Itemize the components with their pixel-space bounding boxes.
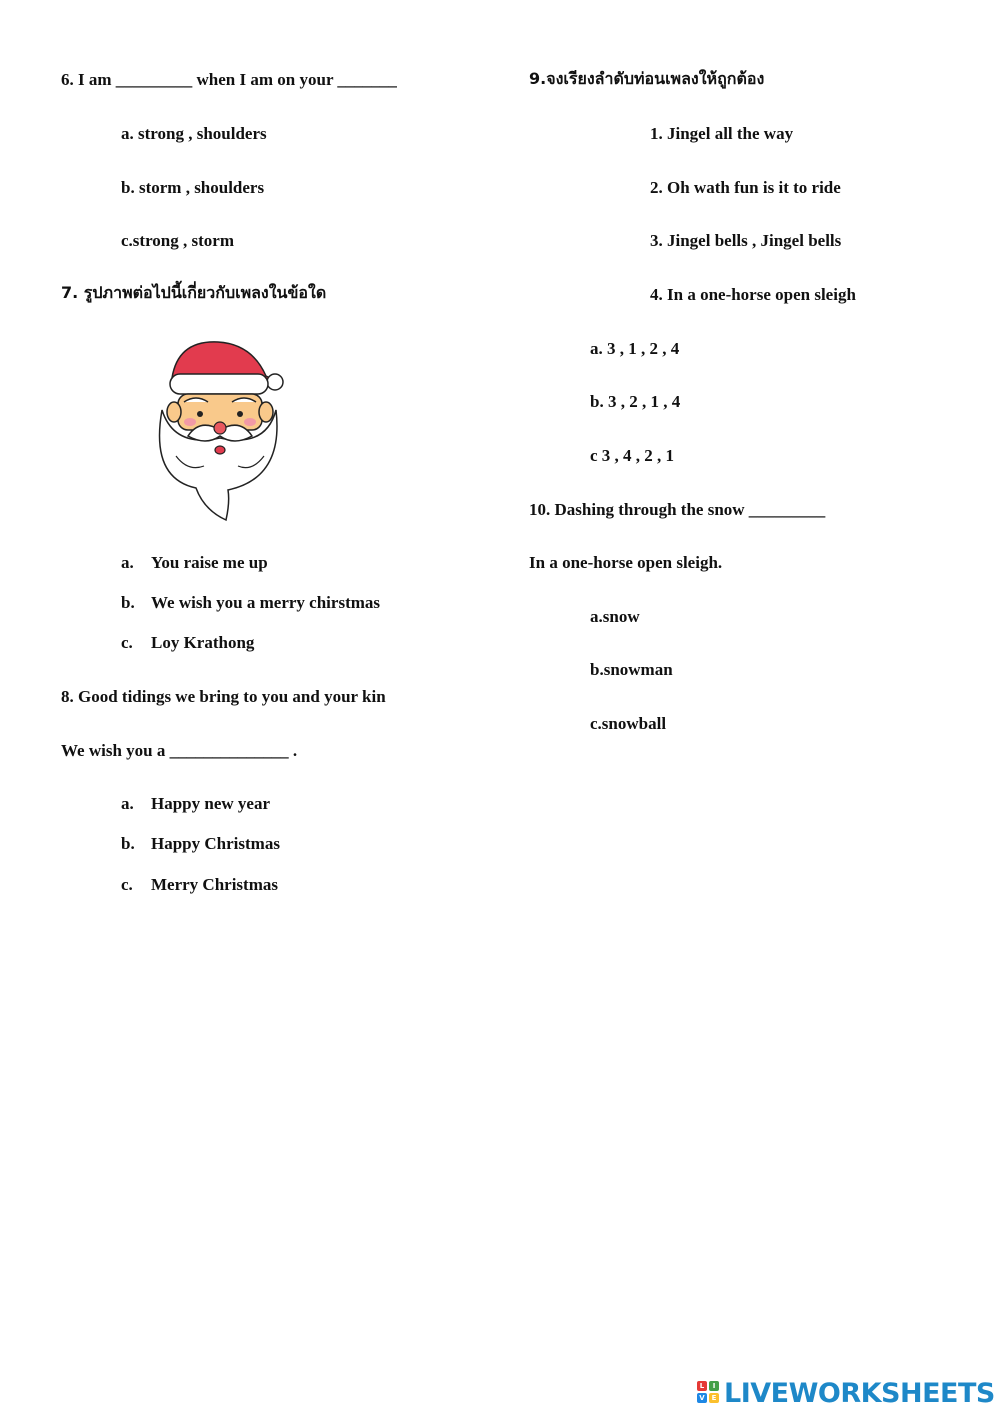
logo-mark-e: E (709, 1393, 719, 1403)
q7-option-c-label: c. (121, 633, 133, 652)
liveworksheets-logo-icon (697, 1381, 721, 1405)
q7-option-b-label: b. (121, 593, 135, 612)
q6-option-b[interactable]: b. storm , shoulders (121, 178, 265, 197)
q9-line-3: 3. Jingel bells , Jingel bells (650, 231, 842, 250)
logo-mark-i: I (709, 1381, 719, 1391)
q8-option-c[interactable] (121, 874, 278, 896)
q10-option-b[interactable]: b.snowman (590, 660, 673, 679)
q8-option-a-text: Happy new year (151, 794, 270, 813)
q7-option-a-text: You raise me up (151, 553, 268, 572)
q9-stem: 9.จงเรียงลำดับท่อนเพลงให้ถูกต้อง (529, 69, 765, 88)
q10-option-a[interactable]: a.snow (590, 607, 640, 626)
q10-option-c[interactable]: c.snowball (590, 714, 667, 733)
q10-stem-line2: In a one-horse open sleigh. (529, 553, 723, 572)
q9-option-a[interactable]: a. 3 , 1 , 2 , 4 (590, 339, 680, 358)
q7-option-c[interactable] (121, 632, 254, 654)
q8-option-a-label: a. (121, 794, 134, 813)
liveworksheets-logo (697, 1378, 995, 1408)
q9-option-c[interactable]: c 3 , 4 , 2 , 1 (590, 446, 675, 465)
q9-line-4: 4. In a one-horse open sleigh (650, 285, 856, 304)
q7-option-b-text: We wish you a merry chirstmas (151, 593, 381, 612)
q8-option-b[interactable] (121, 833, 280, 855)
q7-option-b[interactable] (121, 592, 380, 614)
santa-claus-image (148, 338, 290, 524)
q7-option-c-text: Loy Krathong (151, 633, 255, 652)
logo-mark-l: L (697, 1381, 707, 1391)
logo-mark-v: V (697, 1393, 707, 1403)
q6-option-c[interactable]: c.strong , storm (121, 231, 234, 250)
q8-stem-line2: We wish you a ______________ . (61, 741, 298, 760)
q7-option-a-label: a. (121, 553, 134, 572)
q8-option-b-label: b. (121, 834, 135, 853)
q9-line-2: 2. Oh wath fun is it to ride (650, 178, 841, 197)
q9-line-1: 1. Jingel all the way (650, 124, 794, 143)
q6-option-a[interactable]: a. strong , shoulders (121, 124, 267, 143)
q8-stem-line1: 8. Good tidings we bring to you and your kin (61, 687, 386, 706)
q8-option-b-text: Happy Christmas (151, 834, 280, 853)
q8-option-c-text: Merry Christmas (151, 875, 278, 894)
q10-stem-line1: 10. Dashing through the snow _________ (529, 500, 826, 519)
liveworksheets-logo-text: LIVEWORKSHEETS (724, 1377, 995, 1409)
q7-option-a[interactable] (121, 552, 268, 574)
q7-stem: 7. รูปภาพต่อไปนี้เกี่ยวกับเพลงในข้อใด (61, 283, 327, 302)
q9-option-b[interactable]: b. 3 , 2 , 1 , 4 (590, 392, 681, 411)
q8-option-c-label: c. (121, 875, 133, 894)
q6-stem: 6. I am _________ when I am on your _______ (61, 70, 397, 89)
q8-option-a[interactable] (121, 793, 270, 815)
